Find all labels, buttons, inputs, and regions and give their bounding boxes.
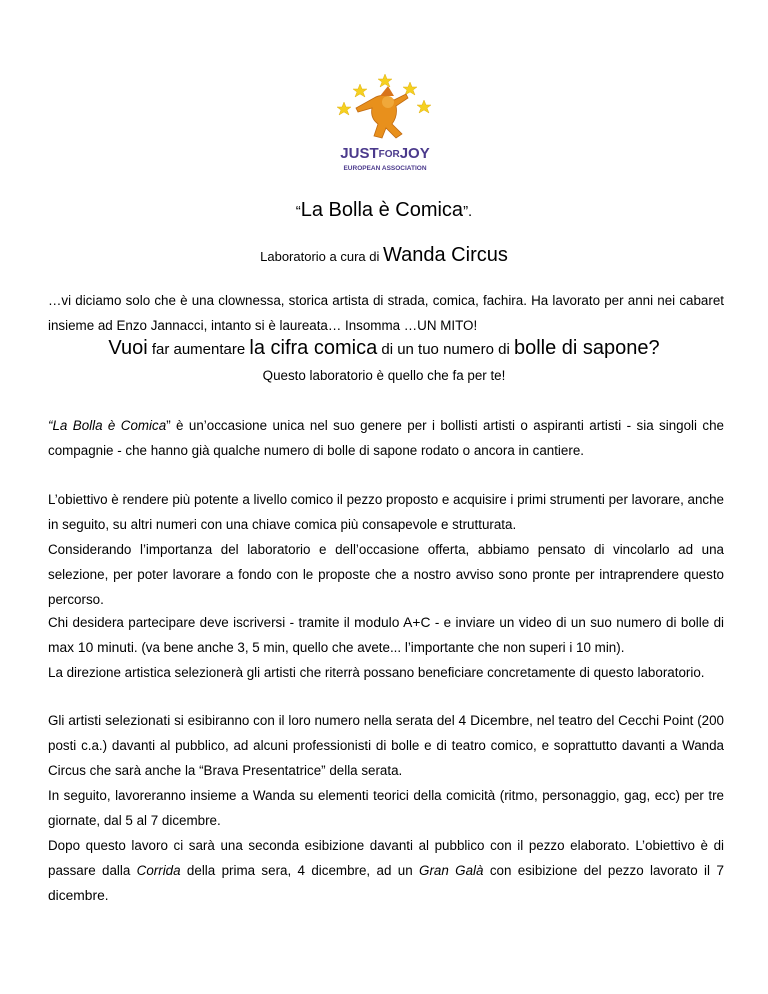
paragraph-1: [48, 413, 724, 463]
star-icon: [337, 102, 351, 115]
date-highlight: 4 Dicembre: [458, 713, 530, 728]
paragraph-1-italic: “La Bolla è Comica: [48, 418, 167, 433]
paragraph-2-line2: Considerando l’importanza del laboratorio e dell’occasione offerta, abbiamo pensato di vincolarlo ad una selezione, per poter lavorare a fondo con le proposte che a nostro avviso sono pronte per intraprendere questo percorso.: [48, 542, 724, 607]
headline-part5: bolle di sapone?: [513, 337, 660, 359]
paragraph-1-rest: ” è un’occasione unica nel suo genere per i bollisti artisti o aspiranti artisti - sia singoli che compagnie - che hanno già qualche numero di bolle di sapone rodato o ancora in cantiere.: [48, 418, 724, 458]
headline-part3: la cifra comica: [249, 337, 378, 359]
logo-text-joy: JOY: [399, 145, 430, 162]
text-span: Chi desidera partecipare deve iscriversi - tramite il: [48, 615, 355, 630]
subtitle-name: Wanda Circus: [383, 244, 508, 266]
paragraph-2-line1: L’obiettivo è rendere più potente a livello comico il pezzo proposto e acquisire i primi strumenti per lavorare, anche in seguito, su altri numeri con una chiave comica più consapevole e strutturata.: [48, 492, 724, 532]
subtitle: [0, 244, 768, 267]
star-icon: [403, 82, 417, 95]
logo-text-association: EUROPEAN ASSOCIATION: [343, 165, 427, 172]
text-span: di un suo numero di bolle di: [551, 615, 724, 630]
title-text: La Bolla è Comica: [300, 199, 464, 221]
svg-text:JUSTFORJOY: [340, 145, 429, 162]
text-span: - e inviare un: [430, 615, 519, 630]
logo-text-for: FOR: [378, 149, 400, 160]
paragraph-3: [48, 610, 724, 685]
modulo-link: modulo A+C: [354, 615, 431, 630]
text-span: con esibizione del pezzo lavorato il: [483, 863, 717, 878]
paragraph-3-line1: [48, 610, 724, 660]
text-span: si esibiranno con il loro numero nella serata del: [170, 713, 459, 728]
subtitle-prefix: Laboratorio a cura di: [260, 249, 383, 264]
text-span: Gli: [48, 713, 69, 728]
final-date-highlight: 7 dicembre: [48, 863, 724, 903]
video-highlight: video: [518, 615, 552, 630]
paragraph-4-line1: [48, 708, 724, 783]
paragraph-3-line2: La direzione artistica selezionerà gli artisti che riterrà possano beneficiare concretamente di questo laboratorio.: [48, 665, 705, 680]
headline-part4: di un tuo numero di: [377, 341, 514, 358]
tagline: Questo laboratorio è quello che fa per te!: [262, 368, 506, 383]
text-span: Dopo questo lavoro ci sarà una seconda esibizione davanti al pubblico con il pezzo elaborato. L’obiettivo è di passare dalla: [48, 838, 724, 878]
paragraph-4: [48, 708, 724, 908]
star-icon: [378, 74, 392, 87]
logo-text-just: JUST: [340, 145, 379, 162]
paragraph-4-line3: [48, 833, 724, 908]
text-span: .: [104, 888, 109, 903]
star-icon: [417, 100, 431, 113]
paragraph-4-line2: In seguito, lavoreranno insieme a Wanda su elementi teorici della comicità (ritmo, personaggio, gag, ecc) per tre giornate, dal 5 al 7 dicembre.: [48, 788, 724, 828]
text-span: della prima sera, 4 dicembre, ad un: [180, 863, 420, 878]
max-minutes-highlight: max 10 minuti: [48, 640, 134, 655]
title-open-quote: “: [295, 203, 301, 220]
paragraph-2: [48, 487, 724, 612]
title-close-quote: ”.: [463, 203, 473, 220]
gran-gala-italic: Gran Galà: [419, 863, 484, 878]
headline-part1: Vuoi: [108, 337, 148, 359]
headline-part2: far aumentare: [147, 341, 250, 358]
intro-paragraph: …vi diciamo solo che è una clownessa, storica artista di strada, comica, fachira. Ha lavorato per anni nei cabaret insieme ad Enzo Jannacci, intanto si è laureata… Insomma …UN MITO!: [48, 293, 724, 333]
selected-artists-highlight: artisti selezionati: [68, 713, 171, 728]
page-title: [0, 199, 768, 222]
star-icon: [353, 84, 367, 97]
juggler-logo-icon: [336, 72, 434, 180]
corrida-italic: Corrida: [136, 863, 181, 878]
text-span: , nel teatro del Cecchi Point (200 posti c.a.) davanti al pubblico, ad alcuni professionisti di bolle e di teatro comico, e soprattutto davanti a Wanda Circus che sarà anche la “Brava Presentatrice” della serata.: [48, 713, 725, 778]
headline: [0, 337, 768, 360]
just-for-joy-logo: [336, 72, 434, 180]
text-span: . (va bene anche 3, 5 min, quello che avete... l’importante che non superi i 10 min).: [133, 640, 625, 655]
